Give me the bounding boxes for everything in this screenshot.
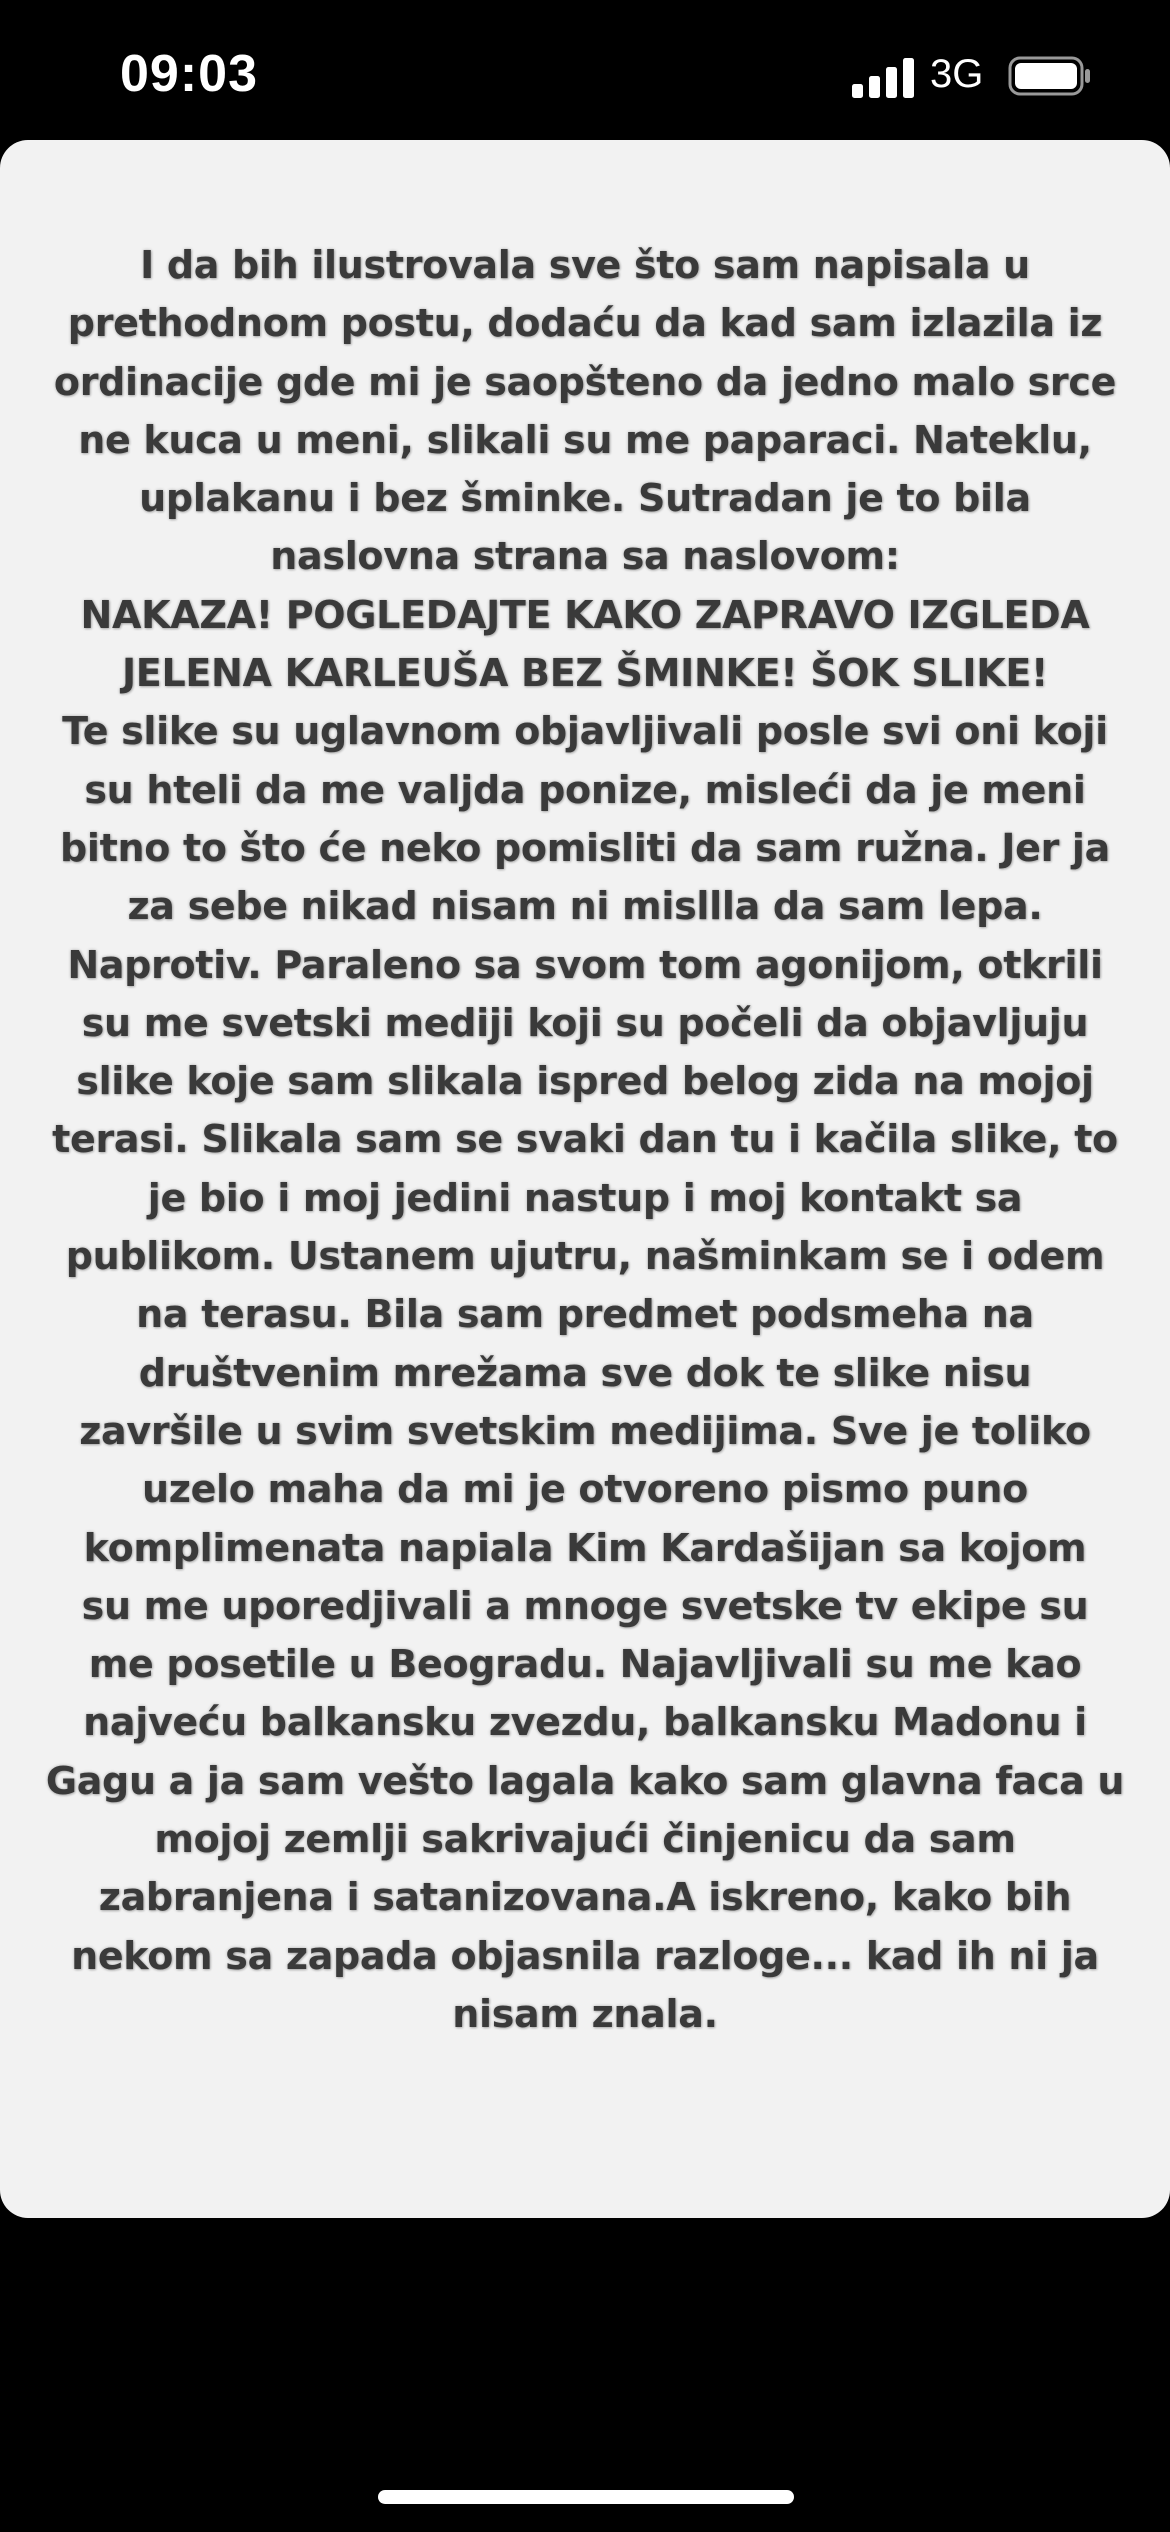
story-line: za sebe nikad nisam ni misllla da sam lepa. — [127, 884, 1043, 929]
status-bar — [0, 0, 1170, 140]
story-line: prethodnom postu, dodaću da kad sam izlazila iz — [67, 301, 1103, 346]
story-line: publikom. Ustanem ujutru, našminkam se i odem — [65, 1234, 1105, 1279]
story-line: ordinacije gde mi je saopšteno da jedno malo srce — [53, 359, 1117, 404]
story-line: društvenim mrežama sve dok te slike nisu — [138, 1350, 1032, 1395]
signal-bars-icon — [852, 58, 914, 98]
story-line: završile u svim svetskim medijima. Sve je toliko — [79, 1408, 1091, 1453]
story-line: nekom sa zapada objasnila razloge... kad ih ni ja — [71, 1933, 1099, 1978]
home-indicator[interactable] — [378, 2490, 794, 2504]
story-text — [20, 236, 1150, 2043]
story-line: uplakanu i bez šminke. Sutradan je to bila — [139, 476, 1031, 521]
story-line: najveću balkansku zvezdu, balkansku Madonu i — [83, 1700, 1087, 1745]
story-line: je bio i moj jedini nastup i moj kontakt sa — [147, 1175, 1023, 1220]
story-line: bitno to što će neko pomisliti da sam ružna. Jer ja — [59, 825, 1111, 870]
story-line: slike koje sam slikala ispred belog zida na mojoj — [76, 1059, 1094, 1104]
story-line: uzelo maha da mi je otvoreno pismo puno — [142, 1467, 1028, 1512]
story-line: Naprotiv. Paraleno sa svom tom agonijom, otkrili — [67, 942, 1103, 987]
story-line: komplimenata napiala Kim Kardašijan sa kojom — [83, 1525, 1087, 1570]
story-line: me posetile u Beogradu. Najavljivali su me kao — [88, 1642, 1082, 1687]
status-time: 09:03 — [120, 45, 258, 103]
story-line: nisam znala. — [452, 1991, 718, 2036]
story-line: Te slike su uglavnom objavljivali posle svi oni koji — [62, 709, 1108, 754]
story-line: naslovna strana sa naslovom: — [270, 534, 900, 579]
story-line: Gagu a ja sam vešto lagala kako sam glavna faca u — [45, 1758, 1125, 1803]
battery-icon — [1008, 56, 1092, 96]
network-type: 3G — [930, 52, 984, 96]
story-line: NAKAZA! POGLEDAJTE KAKO ZAPRAVO IZGLEDA — [80, 592, 1090, 637]
story-line: ne kuca u meni, slikali su me paparaci. Nateklu, — [78, 417, 1092, 462]
story-line: terasi. Slikala sam se svaki dan tu i kačila slike, to — [52, 1117, 1118, 1162]
story-line: su me svetski mediji koji su počeli da objavljuju — [81, 1000, 1089, 1045]
story-line: JELENA KARLEUŠA BEZ ŠMINKE! ŠOK SLIKE! — [121, 651, 1049, 696]
story-line: su hteli da me valjda ponize, misleći da je meni — [84, 767, 1086, 812]
story-line: I da bih ilustrovala sve što sam napisala u — [140, 243, 1030, 287]
story-line: zabranjena i satanizovana.A iskreno, kako bih — [98, 1875, 1072, 1920]
story-line: mojoj zemlji sakrivajući činjenicu da sam — [154, 1817, 1016, 1862]
story-line: su me uporedjivali a mnoge svetske tv ekipe su — [81, 1583, 1089, 1628]
story-line: na terasu. Bila sam predmet podsmeha na — [136, 1292, 1034, 1337]
